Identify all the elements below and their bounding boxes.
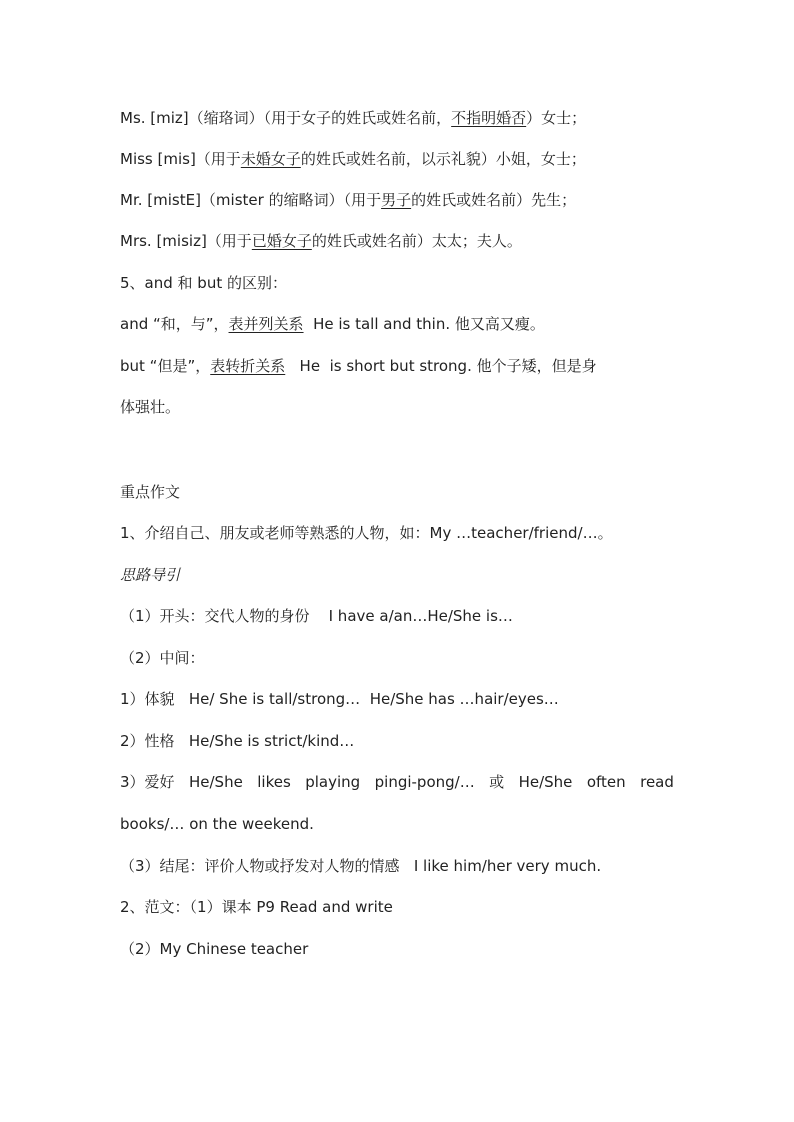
composition-heading: 重点作文 <box>120 483 181 501</box>
but-usage <box>120 355 680 377</box>
mrs-underlined: 已婚女子 <box>251 232 312 250</box>
hobby-word: likes <box>257 773 291 791</box>
but-underlined: 表转折关系 <box>210 357 286 375</box>
hobby-word: 或 <box>489 773 505 791</box>
miss-definition <box>120 148 680 170</box>
composition-item-1: 1、介绍自己、朋友或老师等熟悉的人物，如：My …teacher/friend/…。 <box>120 524 613 542</box>
mr-text-end: 的姓氏或姓名前）先生； <box>411 191 577 209</box>
mrs-definition <box>120 230 680 252</box>
and-example: He is tall and thin. 他又高又瘦。 <box>303 315 545 333</box>
but-usage-continued: 体强壮。 <box>120 398 181 416</box>
hobby-word: 3）爱好 <box>120 773 175 791</box>
guide-hobby-continued: books/… on the weekend. <box>120 815 314 833</box>
miss-underlined: 未婚女子 <box>240 150 301 168</box>
mrs-text-end: 的姓氏或姓名前）太太；夫人。 <box>311 232 522 250</box>
but-text: but “但是”， <box>120 357 211 375</box>
miss-text-end: 的姓氏或姓名前，以示礼貌）小姐，女士； <box>300 150 586 168</box>
mrs-text: Mrs. [misiz]（用于 <box>120 232 252 250</box>
and-underlined: 表并列关系 <box>228 315 304 333</box>
and-but-heading: 5、and 和 but 的区别： <box>120 274 287 292</box>
hobby-word: read <box>640 773 674 791</box>
guide-hobby <box>120 771 674 793</box>
and-usage <box>120 313 680 335</box>
hobby-word: playing <box>305 773 361 791</box>
ms-definition <box>120 107 680 129</box>
miss-text: Miss [mis]（用于 <box>120 150 241 168</box>
hobby-word: He/She <box>188 773 243 791</box>
writing-guide-label: 思路导引 <box>120 566 181 584</box>
ms-text: Ms. [miz]（缩珞词）（用于女子的姓氏或姓名前， <box>120 109 452 127</box>
guide-opening: （1）开头：交代人物的身份 I have a/an…He/She is… <box>120 607 513 625</box>
hobby-word: often <box>586 773 626 791</box>
mr-definition <box>120 189 680 211</box>
hobby-word: He/She <box>518 773 573 791</box>
guide-ending: （3）结尾：评价人物或抒发对人物的情感 I like him/her very much. <box>120 857 602 875</box>
composition-item-2: 2、范文：（1）课本 P9 Read and write <box>120 898 393 916</box>
hobby-word: pingi-pong/… <box>374 773 475 791</box>
guide-looks: 1）体貌 He/ She is tall/strong… He/She has …hair/eyes… <box>120 690 559 708</box>
sample-essay-2: （2）My Chinese teacher <box>120 940 309 958</box>
guide-middle: （2）中间： <box>120 649 205 667</box>
ms-underlined: 不指明婚否 <box>451 109 527 127</box>
mr-text: Mr. [mistE]（mister 的缩略词）（用于 <box>120 191 382 209</box>
mr-underlined: 男子 <box>381 191 412 209</box>
guide-character: 2）性格 He/She is strict/kind… <box>120 732 355 750</box>
and-text: and “和，与”， <box>120 315 229 333</box>
ms-text-end: ）女士； <box>526 109 587 127</box>
but-example: He is short but strong. 他个子矮，但是身 <box>285 357 597 375</box>
